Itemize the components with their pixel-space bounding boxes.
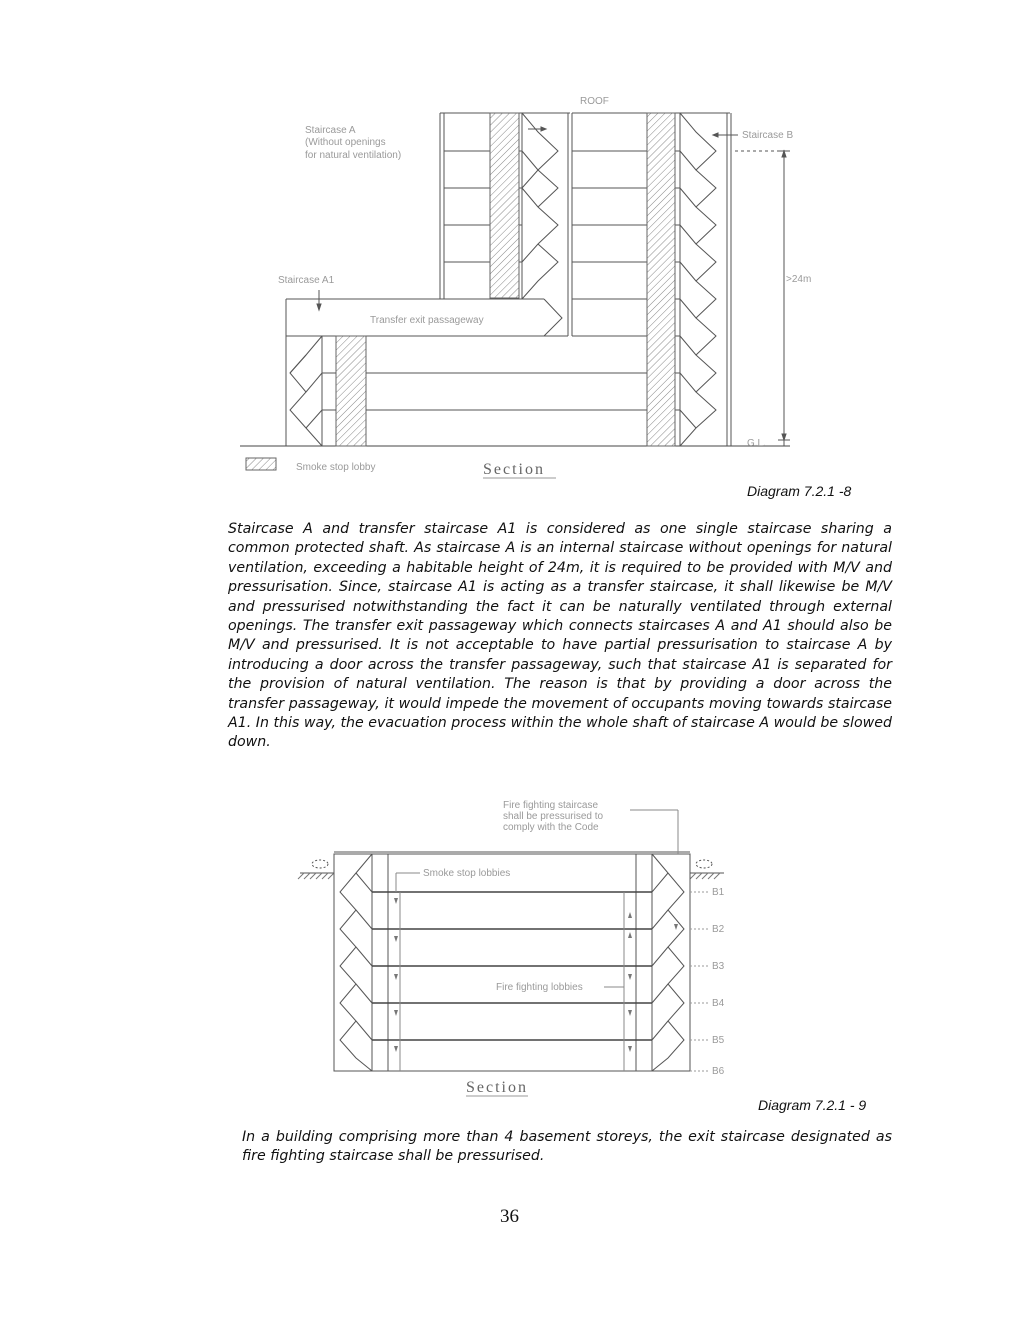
section-title-1: Section (483, 461, 545, 478)
diagram-7-2-1-9 (298, 810, 724, 1071)
section-title-2: Section (466, 1079, 528, 1096)
note-label-line2: shall be pressurised to (503, 811, 604, 822)
gl-label: G.L. (747, 438, 766, 449)
roof-label: ROOF (580, 96, 609, 107)
legend-label: Smoke stop lobby (296, 462, 376, 473)
legend-swatch (246, 458, 276, 470)
staircase-a1 (286, 336, 647, 446)
staircase-a-label: Staircase A (305, 125, 356, 136)
level-b3: B3 (712, 961, 725, 972)
diagram-caption-1: Diagram 7.2.1 -8 (747, 483, 852, 499)
staircase-a1-label: Staircase A1 (278, 275, 335, 286)
page-number: 36 (500, 1206, 519, 1227)
height-label: >24m (786, 274, 812, 285)
note-label-line1: Fire fighting staircase (503, 800, 599, 811)
level-b2: B2 (712, 924, 725, 935)
staircase-a-label-line3: for natural ventilation) (305, 150, 402, 161)
diagram-7-2-1-8 (240, 113, 790, 470)
body-paragraph-2: In a building comprising more than 4 basement storeys, the exit staircase designated as fire fighting staircase shall be pressurised. (242, 1129, 892, 1165)
staircase-a-tower (440, 113, 572, 336)
note-label-line3: comply with the Code (503, 822, 599, 833)
level-b5: B5 (712, 1035, 725, 1046)
passageway-label: Transfer exit passageway (370, 315, 484, 326)
fire-fighting-label: Fire fighting lobbies (496, 982, 583, 993)
level-b4: B4 (712, 998, 725, 1009)
smoke-stop-lobby (490, 113, 519, 298)
smoke-stop-label: Smoke stop lobbies (423, 868, 511, 879)
body-paragraph-1: Staircase A and transfer staircase A1 is considered as one single staircase sharing a common protected shaft. As staircase A is an internal staircase without openings for natural ventilation, exceeding a habitable height of 24m, it is required to be provided with M/V and pressurisation. Since, staircase A1 is acting as a transfer staircase, it shall likewise be M/V and pressurised notwithstanding the fact it can be naturally ventilated through external openings. The transfer exit passageway which connects staircases A and A1 should also be M/V and pressurised. It is not acceptable to have partial pressurisation to staircase A by introducing a door across the transfer passageway, such that staircase A1 is separated for the provision of natural ventilation. The reason is that by providing a door across the transfer passageway, it would impede the movement of occupants moving towards staircase A1. In this way, the evacuation process within the whole shaft of staircase A would be slowed down. (228, 521, 892, 751)
building-outline (334, 854, 690, 1071)
staircase-b-tower (572, 113, 731, 446)
staircase-b-label: Staircase B (742, 130, 794, 141)
diagram-caption-2: Diagram 7.2.1 - 9 (758, 1097, 867, 1113)
staircase-a-label-line2: (Without openings (305, 137, 386, 148)
diagram-2-labels (423, 800, 725, 1096)
level-b1: B1 (712, 887, 725, 898)
level-b6: B6 (712, 1066, 725, 1077)
